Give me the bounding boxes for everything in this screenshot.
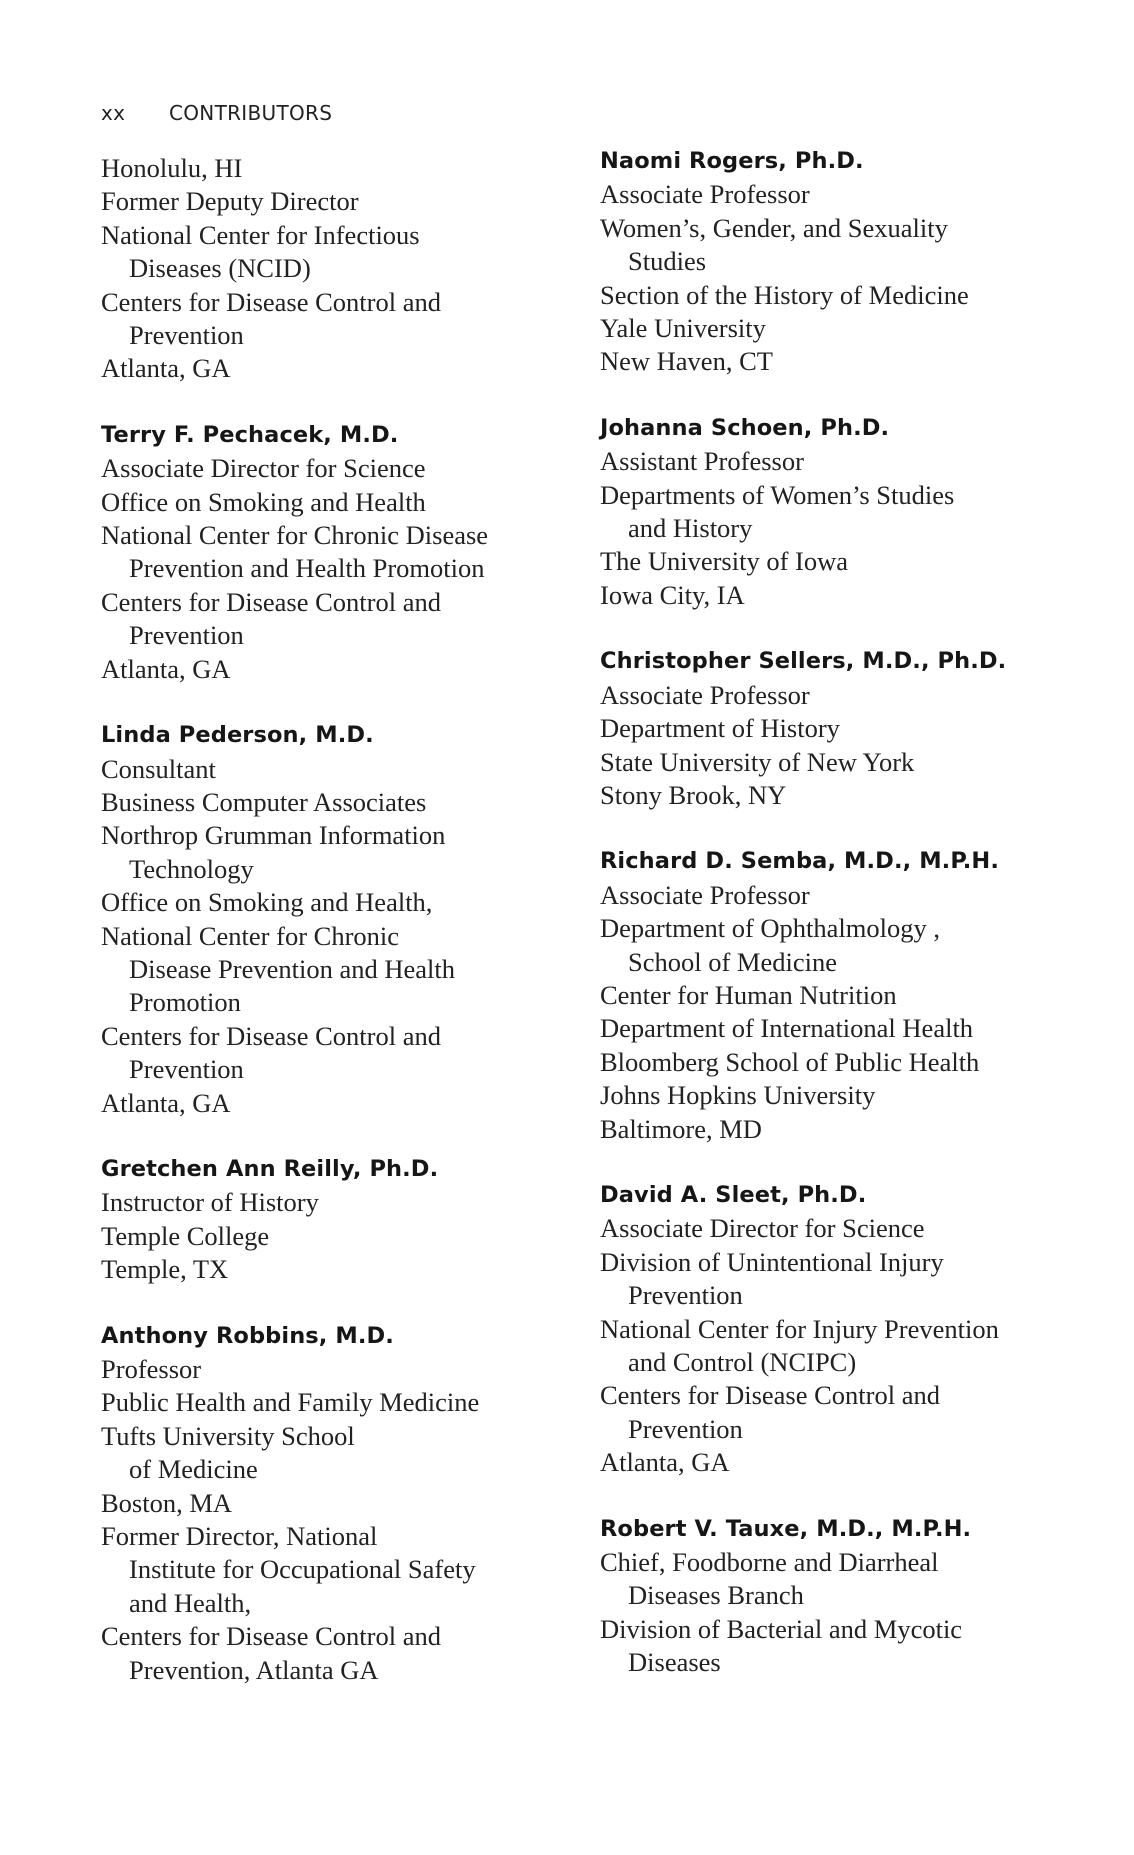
affiliation-line: Atlanta, GA <box>101 1087 231 1118</box>
affiliation-line: Diseases (NCID) <box>129 253 311 284</box>
affiliation-line: Honolulu, HI <box>101 153 243 183</box>
affiliation-line: New Haven, CT <box>600 346 773 377</box>
affiliation-line: Atlanta, GA <box>101 353 231 384</box>
affiliation-line: Prevention <box>129 1054 244 1085</box>
affiliation-line: Northrop Grumman Information <box>101 820 446 851</box>
affiliation-line: Public Health and Family Medicine <box>101 1387 480 1418</box>
contributor-richard-d-semba-m-d-m-p-h <box>600 845 1080 1146</box>
contributor-name: Linda Pederson, M.D. <box>101 722 374 749</box>
affiliation-line: School of Medicine <box>628 946 838 977</box>
affiliation-line: Centers for Disease Control and <box>600 1380 940 1411</box>
affiliation-line: Section of the History of Medicine <box>600 279 969 310</box>
contributor-linda-pederson-m-d <box>101 719 581 1120</box>
affiliation-line: Atlanta, GA <box>101 653 231 684</box>
affiliation-line: Professor <box>101 1354 202 1384</box>
affiliation-line: Atlanta, GA <box>600 1447 730 1478</box>
affiliation-line: Consultant <box>101 753 216 784</box>
affiliation-line: Prevention <box>628 1280 743 1311</box>
affiliation-line: Diseases <box>628 1647 721 1678</box>
affiliation-line: Former Deputy Director <box>101 186 359 217</box>
affiliation-line: National Center for Injury Prevention <box>600 1313 999 1344</box>
contributor-name: David A. Sleet, Ph.D. <box>600 1181 867 1208</box>
affiliation-line: Prevention, Atlanta GA <box>129 1654 379 1685</box>
contributor-naomi-rogers-ph-d <box>600 145 1080 379</box>
affiliation-line: and Control (NCIPC) <box>628 1347 857 1377</box>
affiliation-line: Stony Brook, NY <box>600 779 787 810</box>
affiliation-line: Diseases Branch <box>628 1580 804 1611</box>
affiliation-line: Prevention <box>129 320 244 351</box>
affiliation-line: Associate Director for Science <box>101 453 426 484</box>
affiliation-line: Centers for Disease Control and <box>101 1020 441 1051</box>
affiliation-line: Center for Human Nutrition <box>600 979 897 1010</box>
affiliation-line: Prevention <box>628 1413 743 1444</box>
affiliation-line: Former Director, National <box>101 1521 378 1552</box>
affiliation-line: Temple College <box>101 1220 270 1251</box>
affiliation-line: National Center for Chronic Disease <box>101 520 489 551</box>
affiliation-line: and History <box>628 513 753 544</box>
affiliation-line: Business Computer Associates <box>101 786 427 817</box>
affiliation-line: Iowa City, IA <box>600 579 745 610</box>
affiliation-line: Associate Director for Science <box>600 1213 925 1244</box>
contributor-name: Naomi Rogers, Ph.D. <box>600 148 864 174</box>
affiliation-line: Assistant Professor <box>600 446 804 477</box>
affiliation-line: Associate Professor <box>600 679 810 710</box>
affiliation-line: Baltimore, MD <box>600 1113 762 1144</box>
affiliation-line: Office on Smoking and Health, <box>101 887 433 918</box>
affiliation-line: Johns Hopkins University <box>600 1080 876 1111</box>
contributor-name: Johanna Schoen, Ph.D. <box>600 414 890 441</box>
affiliation-line: Bloomberg School of Public Health <box>600 1046 980 1077</box>
affiliation-line: National Center for Chronic <box>101 920 400 951</box>
running-title: CONTRIBUTORS <box>169 101 333 125</box>
contributor-name: Gretchen Ann Reilly, Ph.D. <box>101 1155 439 1182</box>
contributor-robert-v-tauxe-m-d-m-p-h <box>600 1513 1080 1680</box>
affiliation-line: Associate Professor <box>600 879 810 910</box>
affiliation-line: Instructor of History <box>101 1187 319 1218</box>
affiliation-line: of Medicine <box>129 1454 258 1485</box>
affiliation-line: Women’s, Gender, and Sexuality <box>600 212 948 243</box>
right-column <box>600 145 1080 1713</box>
affiliation-line: Tufts University School <box>101 1420 355 1451</box>
affiliation-line: State University of New York <box>600 746 915 777</box>
affiliation-line: The University of Iowa <box>600 546 848 577</box>
contributor-entry-continued <box>101 152 581 386</box>
affiliation-line: Technology <box>129 853 254 884</box>
affiliation-line: Associate Professor <box>600 179 810 210</box>
contributor-name: Richard D. Semba, M.D., M.P.H. <box>600 848 1000 875</box>
affiliation-line: Studies <box>628 246 707 277</box>
affiliation-line: Disease Prevention and Health <box>129 953 455 984</box>
contributor-name: Anthony Robbins, M.D. <box>101 1322 394 1349</box>
contributor-name: Christopher Sellers, M.D., Ph.D. <box>600 648 1007 675</box>
affiliation-line: Departments of Women’s Studies <box>600 479 955 510</box>
affiliation-line: National Center for Infectious <box>101 219 420 250</box>
affiliation-line: Centers for Disease Control and <box>101 286 441 317</box>
left-column <box>101 145 581 1720</box>
contributor-gretchen-ann-reilly-ph-d <box>101 1153 581 1287</box>
affiliation-line: Boston, MA <box>101 1487 233 1518</box>
contributor-johanna-schoen-ph-d <box>600 412 1080 612</box>
contributor-name: Robert V. Tauxe, M.D., M.P.H. <box>600 1515 972 1542</box>
contributor-name: Terry F. Pechacek, M.D. <box>101 421 399 448</box>
page-number: xx <box>101 101 126 125</box>
affiliation-line: Department of International Health <box>600 1013 974 1044</box>
affiliation-line: Department of History <box>600 713 840 744</box>
affiliation-line: and Health, <box>129 1587 252 1618</box>
affiliation-line: Chief, Foodborne and Diarrheal <box>600 1547 939 1578</box>
affiliation-line: Division of Unintentional Injury <box>600 1246 944 1277</box>
affiliation-line: Centers for Disease Control and <box>101 586 441 617</box>
affiliation-line: Yale University <box>600 313 766 344</box>
affiliation-line: Division of Bacterial and Mycotic <box>600 1613 963 1644</box>
running-header <box>101 101 332 125</box>
contributor-david-a-sleet-ph-d <box>600 1179 1080 1480</box>
affiliation-line: Prevention <box>129 620 244 651</box>
affiliation-line: Promotion <box>129 987 241 1018</box>
affiliation-line: Department of Ophthalmology , <box>600 913 941 944</box>
affiliation-line: Institute for Occupational Safety <box>129 1554 476 1585</box>
contributor-anthony-robbins-m-d <box>101 1320 581 1687</box>
affiliation-line: Centers for Disease Control and <box>101 1621 441 1652</box>
contributor-terry-f-pechacek-m-d <box>101 419 581 686</box>
affiliation-line: Office on Smoking and Health <box>101 486 426 517</box>
contributor-christopher-sellers-m-d-ph-d <box>600 645 1080 812</box>
affiliation-line: Prevention and Health Promotion <box>129 553 485 584</box>
affiliation-line: Temple, TX <box>101 1254 229 1285</box>
